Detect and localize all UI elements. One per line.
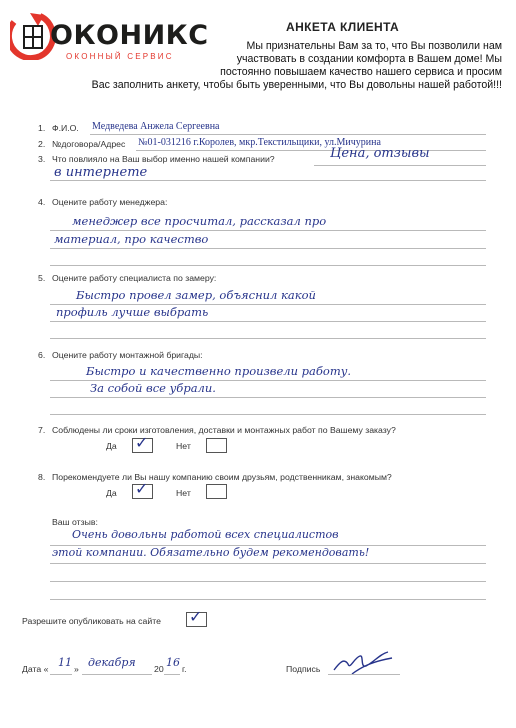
- review-underline-3: [50, 581, 486, 582]
- q8-no-label: Нет: [176, 488, 191, 498]
- logo-name: ОКОНИКС: [50, 20, 209, 51]
- intro-line: участвовать в создании комфорта в Вашем доме! Мы: [236, 53, 502, 65]
- q4-answer-line-2[interactable]: материал, про качество: [54, 232, 209, 246]
- q7-no-label: Нет: [176, 441, 191, 451]
- q6-underline-3: [50, 414, 486, 415]
- full-name-field[interactable]: Медведева Анжела Сергеевна: [92, 121, 220, 132]
- intro-line: Вас заполнить анкету, чтобы быть уверенными, что Вы довольны нашей работой!!!: [91, 79, 502, 91]
- date-year-prefix: 20: [154, 664, 164, 674]
- q5-underline-2: [50, 321, 486, 322]
- q7-label: Соблюдены ли сроки изготовления, доставки и монтажных работ по Вашему заказу?: [52, 425, 396, 435]
- review-answer-line-1[interactable]: Очень довольны работой всех специалистов: [72, 528, 339, 541]
- contract-address-field[interactable]: №01-031216 г.Королев, мкр.Текстильщики, ул.Мичурина: [138, 137, 381, 148]
- review-answer-line-2[interactable]: этой компании. Обязательно будем рекомендовать!: [52, 546, 370, 559]
- date-year-suffix: г.: [182, 664, 187, 674]
- review-label: Ваш отзыв:: [52, 517, 98, 527]
- date-label: Дата «: [22, 664, 49, 674]
- intro-line: Мы признательны Вам за то, что Вы позволили нам: [246, 40, 502, 52]
- q3-underline-1: [314, 165, 486, 166]
- q1-number: 1.: [38, 123, 46, 133]
- date-month[interactable]: декабря: [88, 656, 136, 669]
- q6-answer-line-1[interactable]: Быстро и качественно произвели работу.: [86, 364, 352, 378]
- q3-number: 3.: [38, 154, 46, 164]
- q2-number: 2.: [38, 139, 46, 149]
- q8-no-checkbox[interactable]: [206, 484, 227, 499]
- review-underline-4: [50, 599, 486, 600]
- q4-answer-line-1[interactable]: менеджер все просчитал, рассказал про: [72, 214, 327, 228]
- q3-answer-line-2[interactable]: в интернете: [54, 165, 148, 180]
- q4-label: Оцените работу менеджера:: [52, 197, 168, 207]
- q7-yes-label: Да: [106, 441, 117, 451]
- q6-answer-line-2[interactable]: За собой все убрали.: [90, 381, 216, 395]
- q4-underline-2: [50, 248, 486, 249]
- q1-underline: [90, 134, 486, 135]
- q6-number: 6.: [38, 350, 46, 360]
- q1-label: Ф.И.О.: [52, 123, 79, 133]
- signature-label: Подпись: [286, 664, 321, 674]
- q5-label: Оцените работу специалиста по замеру:: [52, 273, 217, 283]
- q3-underline-2: [50, 180, 486, 181]
- intro-text: [22, 40, 502, 92]
- page-title: АНКЕТА КЛИЕНТА: [286, 20, 400, 34]
- q2-underline: [136, 150, 486, 151]
- q7-no-checkbox[interactable]: [206, 438, 227, 453]
- q8-yes-label: Да: [106, 488, 117, 498]
- q6-label: Оцените работу монтажной бригады:: [52, 350, 203, 360]
- date-day[interactable]: 11: [58, 656, 72, 669]
- q7-number: 7.: [38, 425, 46, 435]
- q3-answer-line-1[interactable]: Цена, отзывы: [330, 146, 430, 161]
- intro-line: постоянно повышаем качество нашего сервиса и просим: [220, 66, 502, 78]
- q5-answer-line-1[interactable]: Быстро провел замер, объяснил какой: [76, 288, 316, 302]
- date-day-underline: [50, 674, 72, 675]
- q6-underline-2: [50, 397, 486, 398]
- publish-label: Разрешите опубликовать на сайте: [22, 616, 161, 626]
- logo-subtitle: ОКОННЫЙ СЕРВИС: [66, 52, 174, 61]
- date-month-separator: »: [74, 664, 79, 674]
- date-month-underline: [82, 674, 152, 675]
- q5-answer-line-2[interactable]: профиль лучше выбрать: [56, 305, 209, 319]
- q4-number: 4.: [38, 197, 46, 207]
- q8-number: 8.: [38, 472, 46, 482]
- date-year[interactable]: 16: [166, 656, 180, 669]
- q2-label: №договора/Адрес: [52, 139, 126, 149]
- q3-label: Что повлияло на Ваш выбор именно нашей компании?: [52, 154, 275, 164]
- date-year-underline: [164, 674, 180, 675]
- q5-underline-3: [50, 338, 486, 339]
- review-underline-2: [50, 563, 486, 564]
- q4-underline-1: [50, 230, 486, 231]
- q7-yes-check-icon: ✓: [135, 433, 149, 452]
- q4-underline-3: [50, 265, 486, 266]
- publish-check-icon: ✓: [189, 607, 203, 626]
- q8-yes-check-icon: ✓: [135, 479, 149, 498]
- signature-underline: [328, 674, 400, 675]
- q8-label: Порекомендуете ли Вы нашу компанию своим друзьям, родственникам, знакомым?: [52, 472, 392, 482]
- q5-number: 5.: [38, 273, 46, 283]
